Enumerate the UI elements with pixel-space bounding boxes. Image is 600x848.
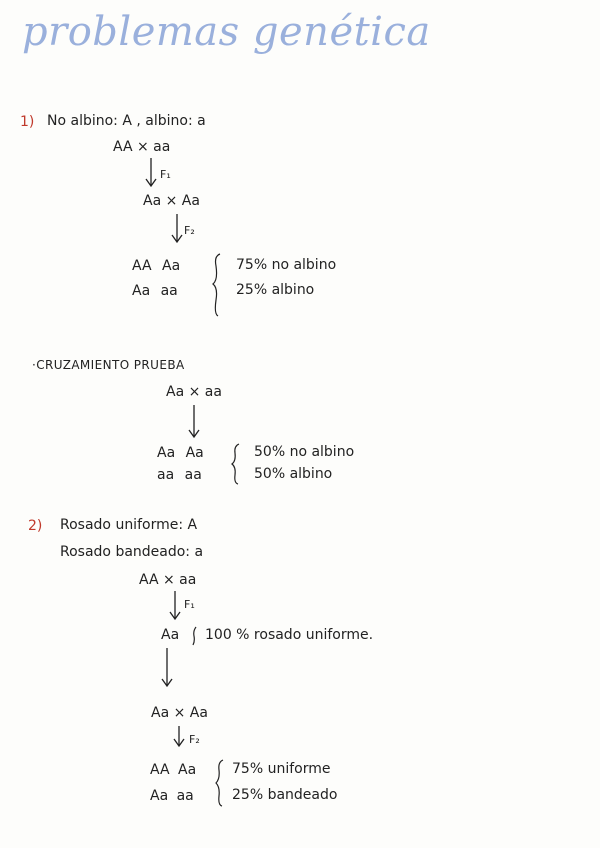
down-arrow-icon [172, 726, 186, 748]
page-title: problemas genética [22, 9, 431, 55]
down-arrow-icon [144, 158, 158, 188]
test-cross-result-1: 50% no albino [254, 444, 355, 460]
test-cross-result-2: 50% albino [254, 466, 333, 482]
test-cross-row-1: Aa Aa [157, 445, 204, 461]
problem-2-genotypes-row-1: AA Aa [150, 762, 197, 778]
problem-1-result-1: 75% no albino [236, 257, 337, 273]
problem-2-statement-1: Rosado uniforme: A [60, 517, 198, 533]
down-arrow-icon [160, 648, 174, 688]
problem-2-f1-label: F₁ [184, 598, 195, 611]
problem-1-statement: No albino: A , albino: a [47, 113, 206, 129]
problem-2-f2-label: F₂ [189, 733, 200, 746]
brace-icon [214, 758, 226, 808]
problem-2-cross-f1: Aa × Aa [151, 705, 208, 721]
brace-icon [190, 626, 200, 646]
test-cross-heading: ·CRUZAMIENTO PRUEBA [32, 358, 185, 372]
problem-1-genotypes-row-1: AA Aa [132, 258, 181, 274]
problem-2-result-2: 25% bandeado [232, 787, 338, 803]
problem-1-genotypes-row-2: Aa aa [132, 283, 178, 299]
problem-1-f2-label: F₂ [184, 224, 195, 237]
problem-1-cross-p: AA × aa [113, 139, 171, 155]
down-arrow-icon [168, 591, 182, 621]
problem-2-number: 2) [28, 518, 43, 534]
problem-2-cross-p: AA × aa [139, 572, 197, 588]
down-arrow-icon [170, 214, 184, 244]
problem-2-genotypes-row-2: Aa aa [150, 788, 194, 804]
problem-1-result-2: 25% albino [236, 282, 315, 298]
problem-1-cross-f1: Aa × Aa [143, 193, 200, 209]
brace-icon [210, 252, 224, 318]
test-cross-parents: Aa × aa [166, 384, 222, 400]
brace-icon [230, 442, 242, 486]
problem-2-result-1: 75% uniforme [232, 761, 331, 777]
problem-2-f1-genotype: Aa [161, 627, 180, 643]
problem-1-number: 1) [20, 114, 35, 130]
problem-2-f1-result: 100 % rosado uniforme. [205, 627, 374, 643]
problem-2-statement-2: Rosado bandeado: a [60, 544, 204, 560]
problem-1-f1-label: F₁ [160, 168, 171, 181]
test-cross-row-2: aa aa [157, 467, 202, 483]
down-arrow-icon [187, 405, 201, 439]
